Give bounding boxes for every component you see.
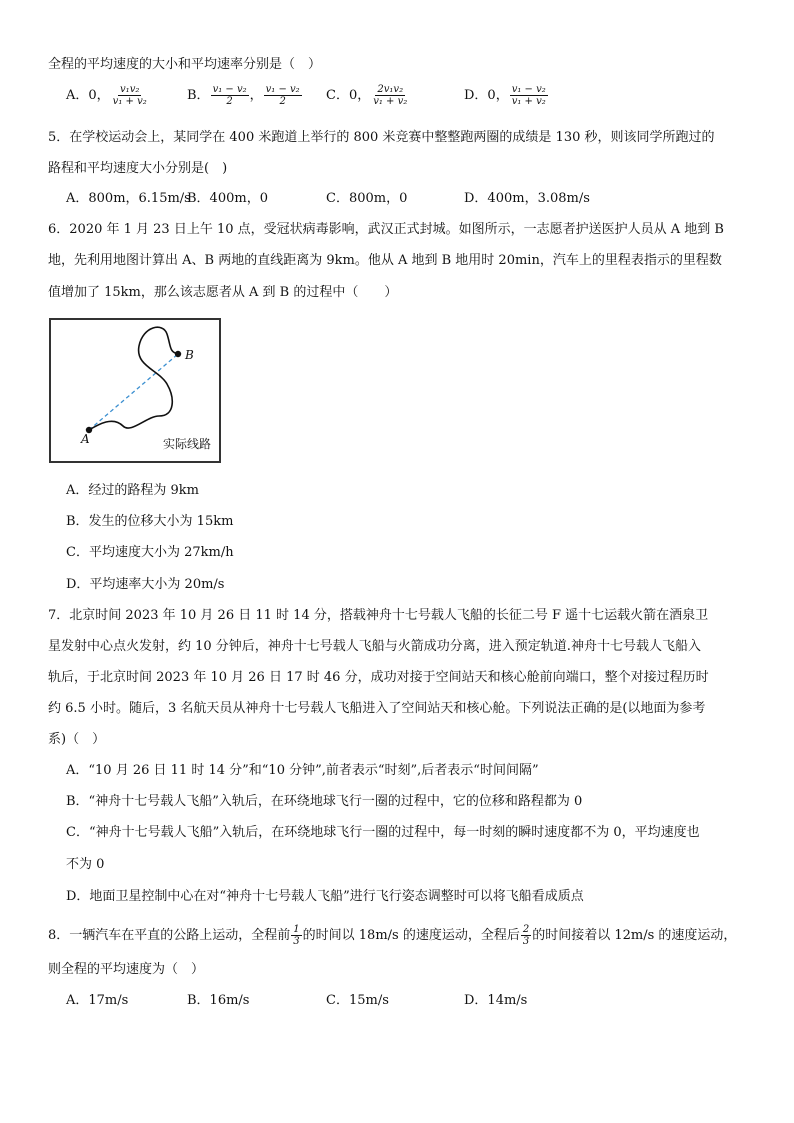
q4-option-d-denominator: v₁ + v₂	[511, 96, 546, 107]
q8-fraction-2	[521, 924, 531, 947]
q7-option-c-line-1: C．“神舟十七号载人飞船”入轨后，在环绕地球飞行一圈的过程中，每一时刻的瞬时速度都不为 0，平均速度也	[66, 825, 700, 840]
q8-line-1	[48, 924, 736, 947]
q4-option-d-letter: D．0，	[464, 88, 509, 103]
q7-option-d: D．地面卫星控制中心在对“神舟十七号载人飞船”进行飞行姿态调整时可以将飞船看成质点	[66, 889, 584, 904]
q7-option-b: B．“神舟十七号载人飞船”入轨后，在环绕地球飞行一圈的过程中，它的位移和路程都为 0	[66, 794, 583, 809]
q7-line-2: 星发射中心点火发射，约 10 分钟后，神舟十七号载人飞船与火箭成功分离，进入预定轨道.神舟十七号载人飞船入	[48, 639, 701, 654]
q6-line-2: 地，先利用地图计算出 A、B 两地的直线距离为 9km。他从 A 地到 B 地用时 20min，汽车上的里程表指示的里程数	[48, 253, 722, 268]
q8-fraction-1-numerator: 1	[293, 924, 300, 935]
q7-line-4: 约 6.5 小时。随后，3 名航天员从神舟十七号载人飞船进入了空间站天和核心舱。下列说法正确的是(以地面为参考	[48, 701, 706, 716]
q4-option-c	[326, 84, 410, 107]
q4-option-d-numerator: v₁ − v₂	[511, 84, 546, 95]
q8-option-c: C．15m/s	[326, 993, 389, 1008]
straight-line-displacement	[89, 354, 178, 430]
q8-fraction-2-numerator: 2	[522, 924, 530, 935]
q8-option-d: D．14m/s	[464, 993, 528, 1008]
q6-line-3: 值增加了 15km，那么该志愿者从 A 到 B 的过程中（ ）	[48, 285, 398, 300]
q5-option-a: A．800m，6.15m/s	[66, 191, 191, 206]
route-figure	[49, 318, 221, 463]
q8-option-b: B．16m/s	[187, 993, 250, 1008]
q4-option-a-numerator: v₁v₂	[120, 84, 140, 95]
q4-option-b-letter: B．	[187, 88, 210, 103]
q5-option-c: C．800m，0	[326, 191, 408, 206]
q6-option-a: A．经过的路程为 9km	[66, 483, 199, 498]
q4-option-b-fraction-2	[264, 84, 302, 107]
q6-line-1: 6．2020 年 1 月 23 日上午 10 点，受冠状病毒影响，武汉正式封城。如图所示，一志愿者护送医护人员从 A 地到 B	[48, 222, 724, 237]
q4-option-c-fraction	[371, 84, 409, 107]
q4-option-c-denominator: v₁ + v₂	[373, 96, 408, 107]
q4-option-b-fraction-1	[211, 84, 249, 107]
q4-option-b-numerator-2: v₁ − v₂	[265, 84, 300, 95]
q4-option-c-numerator: 2v₁v₂	[377, 84, 404, 95]
q4-option-a-fraction	[111, 84, 149, 107]
q7-line-5: 系)（ ）	[48, 732, 106, 747]
q5-option-d: D．400m，3.08m/s	[464, 191, 590, 206]
q8-option-a: A．17m/s	[66, 993, 129, 1008]
q8-part-1: 8．一辆汽车在平直的公路上运动，全程前	[48, 928, 291, 943]
q4-option-c-letter: C．0，	[326, 88, 371, 103]
q4-option-b-denominator-2: 2	[279, 96, 286, 107]
q7-option-c-line-2: 不为 0	[66, 857, 105, 872]
q8-line-2: 则全程的平均速度为（ ）	[48, 962, 205, 977]
actual-route-curve	[89, 327, 178, 430]
q6-option-d: D．平均速率大小为 20m/s	[66, 577, 225, 592]
q4-option-b-separator: ，	[249, 88, 263, 103]
q5-line-2: 路程和平均速度大小分别是( )	[48, 161, 228, 176]
q8-part-2: 的时间以 18m/s 的速度运动，全程后	[302, 928, 520, 943]
q8-fraction-2-denominator: 3	[522, 936, 530, 947]
q4-option-a-denominator: v₁ + v₂	[112, 96, 147, 107]
q6-option-c: C．平均速度大小为 27km/h	[66, 545, 234, 560]
q4-option-b-denominator-1: 2	[226, 96, 233, 107]
q7-option-a: A．“10 月 26 日 11 时 14 分”和“10 分钟”,前者表示“时刻”,后者表示“时间间隔”	[66, 763, 539, 778]
q4-option-a	[66, 84, 150, 107]
q8-fraction-1	[291, 924, 301, 947]
point-b-label: B	[185, 348, 194, 362]
q5-line-1: 5．在学校运动会上，某同学在 400 米跑道上举行的 800 米竞赛中整整跑两圈的成绩是 130 秒，则该同学所跑过的	[48, 130, 715, 145]
q4-option-d-fraction	[510, 84, 548, 107]
q7-line-3: 轨后，于北京时间 2023 年 10 月 26 日 17 时 46 分，成功对接于空间站天和核心舱前向端口，整个对接过程历时	[48, 670, 709, 685]
q5-option-b: B．400m，0	[187, 191, 268, 206]
q4-stem-tail: 全程的平均速度的大小和平均速率分别是（ ）	[48, 57, 322, 72]
q4-option-a-letter: A．0，	[66, 88, 110, 103]
point-a-label: A	[81, 432, 90, 446]
q6-option-b: B．发生的位移大小为 15km	[66, 514, 234, 529]
figure-caption: 实际线路	[162, 437, 211, 451]
q7-line-1: 7．北京时间 2023 年 10 月 26 日 11 时 14 分，搭载神舟十七号载人飞船的长征二号 F 遥十七运载火箭在酒泉卫	[48, 608, 709, 623]
q4-option-b	[187, 84, 303, 107]
q8-fraction-1-denominator: 3	[293, 936, 300, 947]
q8-part-3: 的时间接着以 12m/s 的速度运动，	[532, 928, 737, 943]
point-b-dot	[175, 351, 181, 357]
q4-option-b-numerator-1: v₁ − v₂	[212, 84, 247, 95]
q4-option-d	[464, 84, 549, 107]
